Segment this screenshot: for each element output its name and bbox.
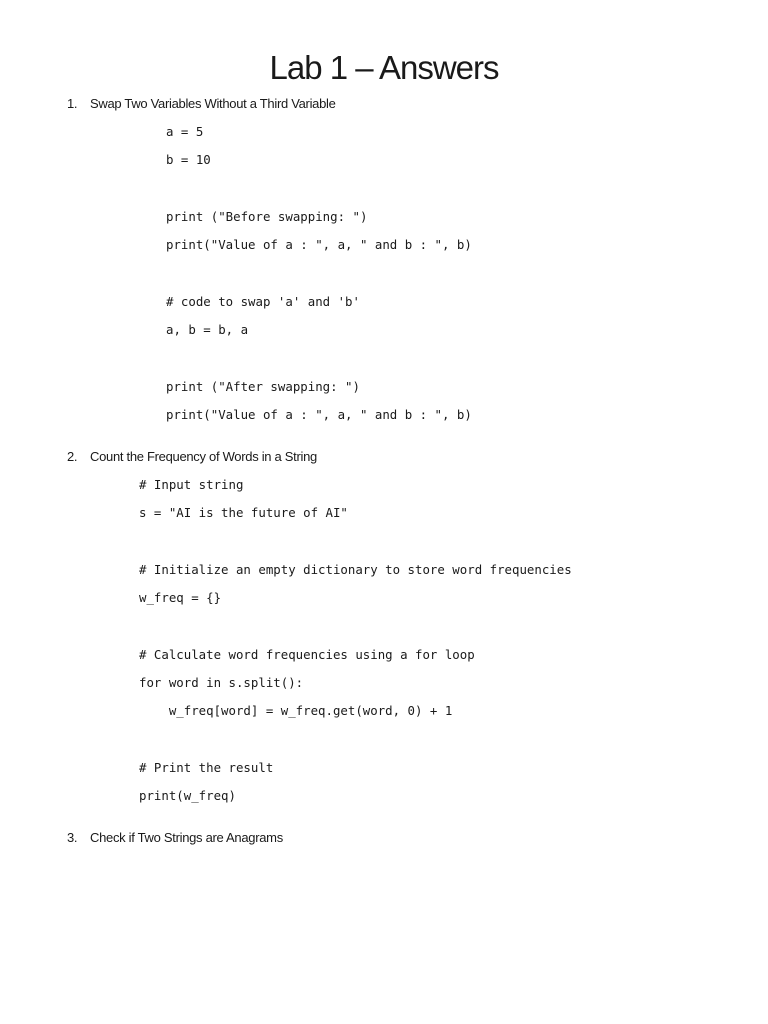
code-line: a = 5 <box>166 124 204 139</box>
code-line: print("Value of a : ", a, " and b : ", b) <box>166 237 472 253</box>
question-text: Count the Frequency of Words in a String <box>90 449 317 464</box>
page-title: Lab 1 – Answers <box>269 49 499 86</box>
code-line: w_freq = {} <box>139 590 222 606</box>
question-number: 2. <box>67 449 78 464</box>
code-line: print ("Before swapping: ") <box>166 208 368 224</box>
code-line: print("Value of a : ", a, " and b : ", b) <box>166 406 472 422</box>
code-line <box>139 528 572 556</box>
code-line: # Initialize an empty dictionary to store word frequencies <box>139 561 572 577</box>
code-line: print(w_freq) <box>139 788 236 804</box>
code-line: # Print the result <box>139 759 274 775</box>
code-line <box>139 612 572 640</box>
question-text: Swap Two Variables Without a Third Variable <box>90 96 336 111</box>
code-line: b = 10 <box>166 152 211 168</box>
question-number: 3. <box>67 830 78 845</box>
code-line: a, b = b, a <box>166 322 249 338</box>
code-line: s = "AI is the future of AI" <box>139 505 348 521</box>
code-line <box>166 344 472 372</box>
code-line: # Input string <box>139 477 244 492</box>
code-line: for word in s.split(): <box>139 675 304 691</box>
question-1-heading <box>67 95 336 113</box>
code-line <box>166 175 472 203</box>
code-line <box>139 726 572 754</box>
code-line: # code to swap 'a' and 'b' <box>166 293 360 309</box>
code-line: w_freq[word] = w_freq.get(word, 0) + 1 <box>139 703 453 719</box>
code-line <box>166 259 472 287</box>
code-line: print ("After swapping: ") <box>166 378 360 394</box>
code-block-1 <box>166 118 472 429</box>
code-block-2 <box>139 471 572 811</box>
question-number: 1. <box>67 96 78 111</box>
code-line: # Calculate word frequencies using a for loop <box>139 646 475 662</box>
question-2-heading <box>67 448 317 466</box>
question-3-heading <box>67 829 283 847</box>
question-text: Check if Two Strings are Anagrams <box>90 830 283 845</box>
